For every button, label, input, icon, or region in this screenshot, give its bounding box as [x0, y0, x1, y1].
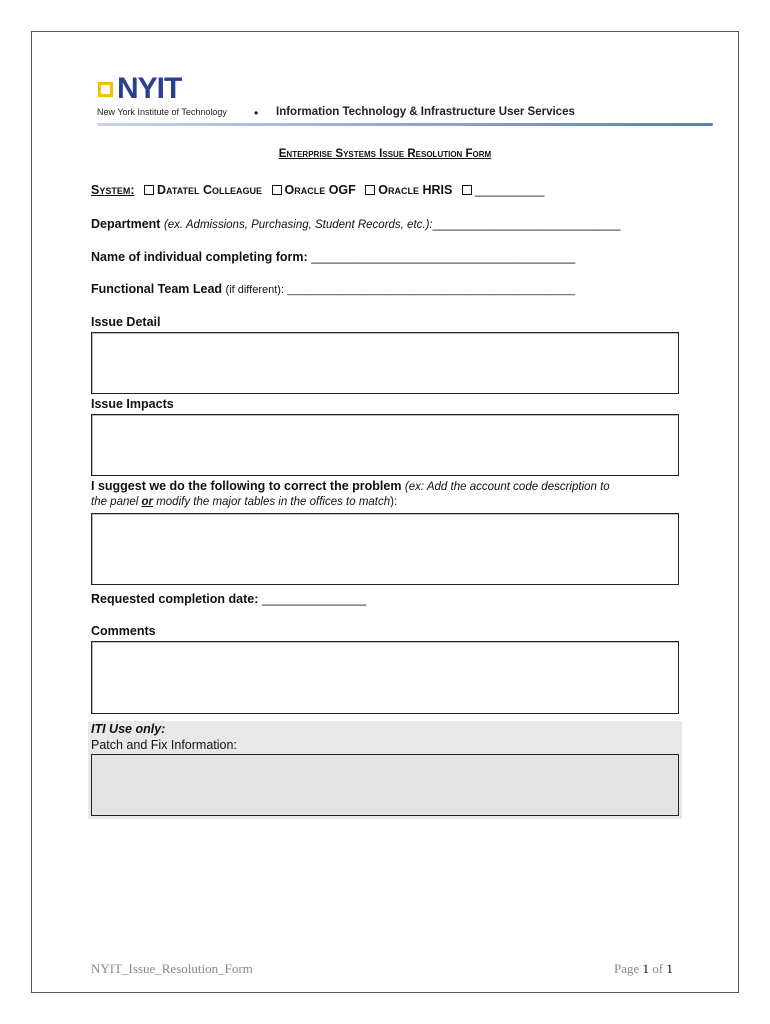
team-lead-line[interactable]: _______________________________________________ [287, 284, 576, 296]
logo-square-icon [98, 82, 113, 97]
department-hint: (ex. Admissions, Purchasing, Student Records, etc.): [163, 219, 433, 231]
issue-detail-label: Issue Detail [91, 315, 161, 329]
system-row [91, 183, 544, 197]
completion-date-line[interactable]: _______________ [261, 592, 367, 606]
department-line[interactable]: ___________________________ [432, 217, 621, 231]
suggestion-hint-3: modify the major tables in the offices to match [153, 496, 391, 508]
team-lead-row [91, 282, 575, 296]
suggestion-hint-1: (ex: Add the account code description to [404, 481, 610, 493]
checkbox-oracle-ogf[interactable] [272, 185, 282, 195]
footer-doc-name: NYIT_Issue_Resolution_Form [91, 961, 253, 976]
iti-subtitle: Patch and Fix Information: [91, 738, 237, 752]
header-bullet: • [254, 106, 259, 120]
page-border [31, 31, 739, 993]
suggestion-hint-end: ): [390, 496, 398, 508]
page-num: 1 [642, 961, 650, 976]
comments-label: Comments [91, 624, 156, 638]
suggestion-hint-or: or [141, 496, 154, 508]
page-prefix: Page [614, 961, 643, 976]
team-lead-hint: (if different): [225, 284, 285, 296]
department-label: Department [91, 217, 161, 231]
form-title: Enterprise Systems Issue Resolution Form [278, 148, 492, 160]
page-total: 1 [666, 961, 673, 976]
iti-title: ITI Use only: [91, 722, 166, 736]
option-oracle-hris: Oracle HRIS [378, 183, 453, 197]
team-lead-label: Functional Team Lead [91, 282, 223, 296]
suggestion-label: I suggest we do the following to correct the problem [91, 479, 402, 493]
issue-impacts-label: Issue Impacts [91, 397, 174, 411]
option-oracle-ogf: Oracle OGF [284, 183, 356, 197]
checkbox-oracle-hris[interactable] [365, 185, 375, 195]
checkbox-other-system[interactable] [462, 185, 472, 195]
completion-date-row [91, 592, 366, 606]
suggestion-hint-row [91, 494, 397, 508]
suggestion-hint-2: the panel [91, 496, 142, 508]
department-row [91, 217, 620, 231]
suggestion-row [91, 479, 610, 493]
logo-text: NYIT [117, 72, 182, 105]
completion-date-label: Requested completion date: [91, 592, 259, 606]
name-row [91, 250, 575, 264]
patch-info-box[interactable] [91, 754, 679, 816]
comments-box[interactable] [91, 641, 679, 714]
logo-subtitle: New York Institute of Technology [97, 107, 227, 117]
system-label: System: [91, 183, 135, 197]
header-department-title: Information Technology & Infrastructure User Services [276, 106, 575, 118]
name-label: Name of individual completing form: [91, 250, 308, 264]
other-system-line[interactable]: __________ [474, 183, 545, 197]
header-rule [97, 123, 713, 126]
suggestion-box[interactable] [91, 513, 679, 585]
issue-detail-box[interactable] [91, 332, 679, 394]
issue-impacts-box[interactable] [91, 414, 679, 476]
option-datatel: Datatel Colleague [157, 183, 263, 197]
page-of: of [649, 961, 667, 976]
footer-page-number [614, 961, 673, 977]
checkbox-datatel[interactable] [144, 185, 154, 195]
name-line[interactable]: ______________________________________ [311, 250, 576, 264]
